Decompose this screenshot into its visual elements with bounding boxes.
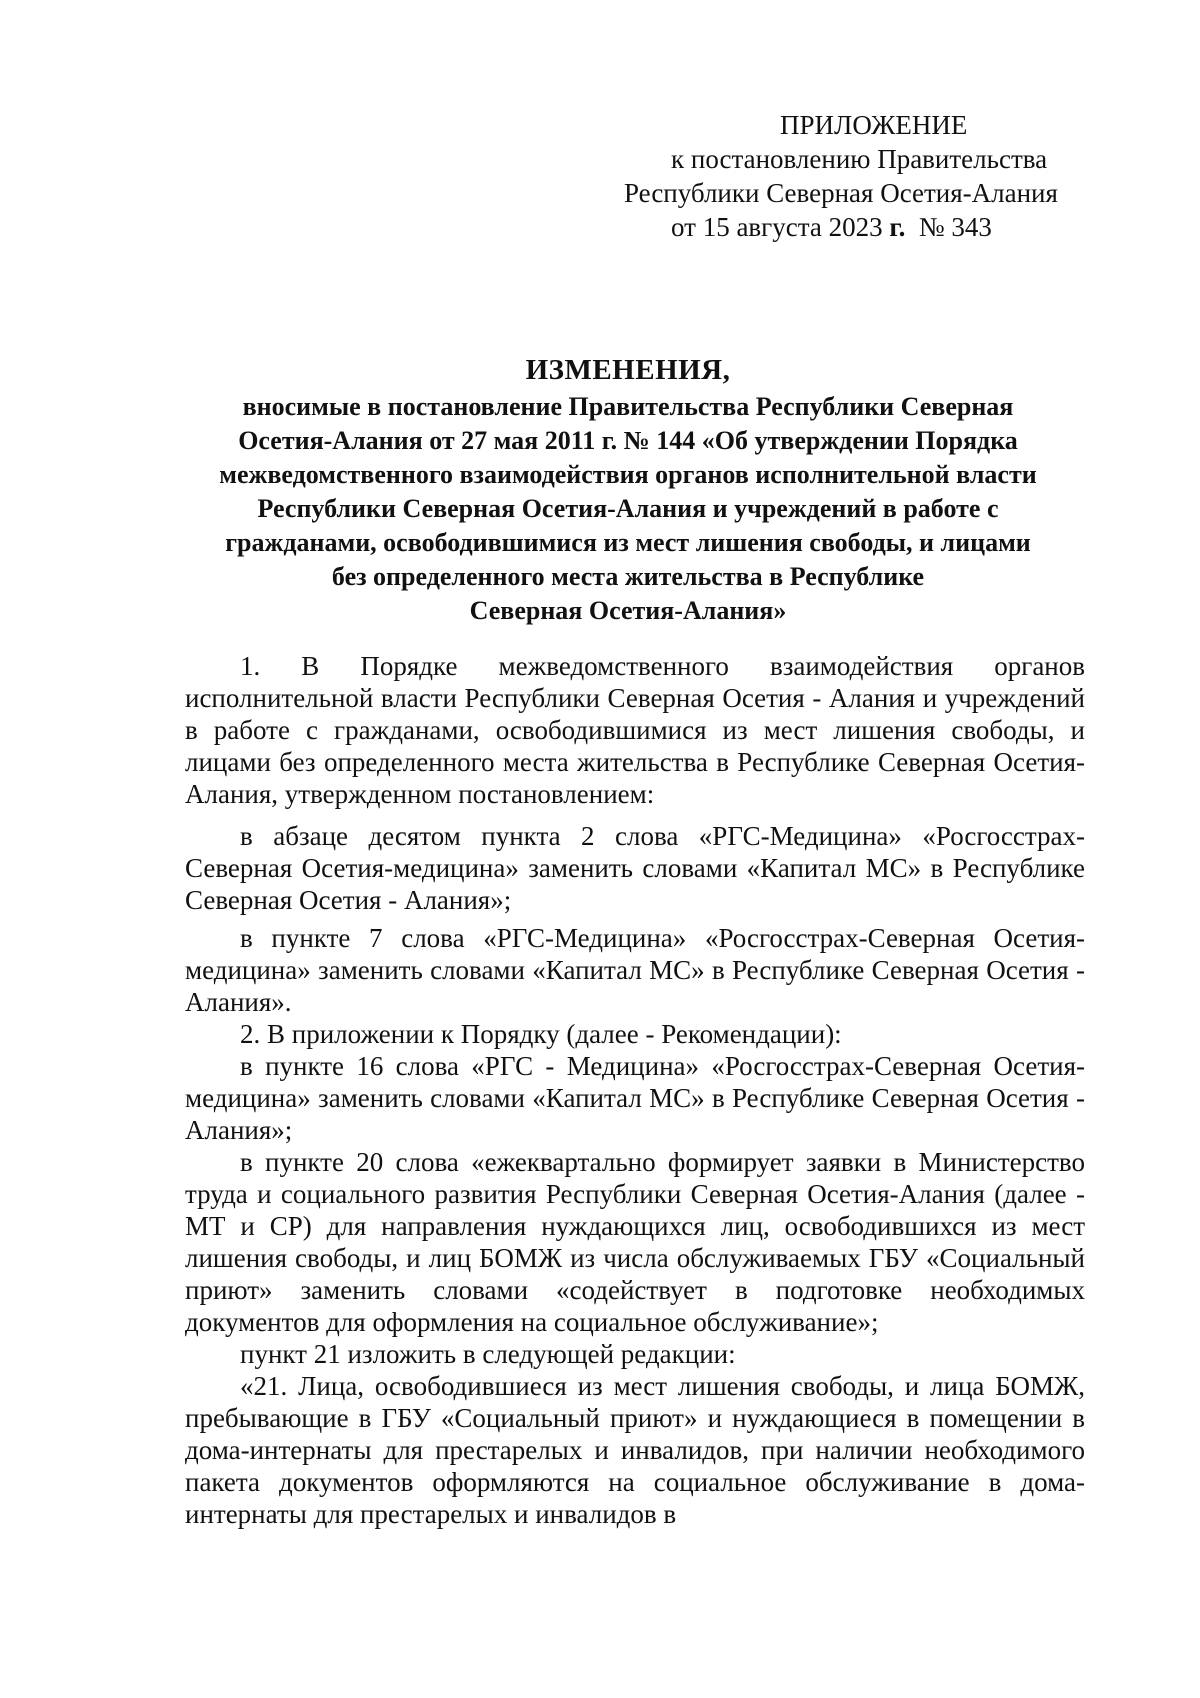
title-line: гражданами, освободившимися из мест лишения свободы, и лицами bbox=[225, 528, 1031, 557]
paragraph-8: «21. Лица, освободившиеся из мест лишения свободы, и лица БОМЖ, пребывающие в ГБУ «Социальный приют» и нуждающиеся в помещении в дома-интернаты для престарелых и инвалидов, при наличии необходимого пакета документов оформляются на социальное обслуживание в дома-интернаты для престарелых и инвалидов в bbox=[185, 1371, 1085, 1529]
appendix-republic-line: Республики Северная Осетия-Алания bbox=[624, 178, 1058, 208]
title-line: Северная Осетия-Алания» bbox=[469, 596, 787, 625]
title-line: без определенного места жительства в Республике bbox=[331, 562, 925, 591]
title-line: вносимые в постановление Правительства Республики Северная bbox=[242, 392, 1014, 421]
paragraph-2: в абзаце десятом пункта 2 слова «РГС-Медицина» «Росгосстрах-Северная Осетия-медицина» заменить словами «Капитал МС» в Республике Северная Осетия - Алания»; bbox=[185, 821, 1085, 915]
document-title bbox=[168, 350, 1088, 628]
title-heading: ИЗМЕНЕНИЯ, bbox=[525, 354, 731, 386]
paragraph-5: в пункте 16 слова «РГС - Медицина» «Росгосстрах-Северная Осетия-медицина» заменить словами «Капитал МС» в Республике Северная Осетия - Алания»; bbox=[185, 1051, 1085, 1145]
title-line: Республики Северная Осетия-Алания и учреждений в работе с bbox=[257, 494, 999, 523]
document-body bbox=[185, 650, 1085, 1530]
paragraph-7: пункт 21 изложить в следующей редакции: bbox=[240, 1339, 736, 1369]
appendix-date: от 15 августа 2023 bbox=[671, 212, 883, 242]
title-line: межведомственного взаимодействия органов исполнительной власти bbox=[219, 460, 1037, 489]
appendix-number: № 343 bbox=[918, 212, 992, 242]
paragraph-3: в пункте 7 слова «РГС-Медицина» «Росгосстрах-Северная Осетия-медицина» заменить словами «Капитал МС» в Республике Северная Осетия - Алания». bbox=[185, 923, 1085, 1017]
paragraph-6: в пункте 20 слова «ежеквартально формирует заявки в Министерство труда и социального развития Республики Северная Осетия-Алания (далее - МТ и СР) для направления нуждающихся лиц, освободившихся из мест лишения свободы, и лиц БОМЖ из числа обслуживаемых ГБУ «Социальный приют» заменить словами «содействует в подготовке необходимых документов для оформления на социальное обслуживание»; bbox=[185, 1147, 1085, 1337]
paragraph-1: 1. В Порядке межведомственного взаимодействия органов исполнительной власти Республики Северная Осетия - Алания и учреждений в работе с гражданами, освободившимися из мест лишения свободы, и лицами без определенного места жительства в Республике Северная Осетия-Алания, утвержденном постановлением: bbox=[185, 651, 1085, 809]
appendix-date-line bbox=[590, 210, 1110, 244]
title-line: Осетия-Алания от 27 мая 2011 г. № 144 «Об утверждении Порядка bbox=[238, 426, 1018, 455]
appendix-year-suffix: г. bbox=[889, 212, 906, 242]
appendix-resolution-line: к постановлению Правительства bbox=[671, 144, 1048, 174]
appendix-header bbox=[590, 108, 1110, 244]
paragraph-4: 2. В приложении к Порядку (далее - Рекомендации): bbox=[240, 1019, 842, 1049]
appendix-label: ПРИЛОЖЕНИЕ bbox=[780, 110, 968, 140]
